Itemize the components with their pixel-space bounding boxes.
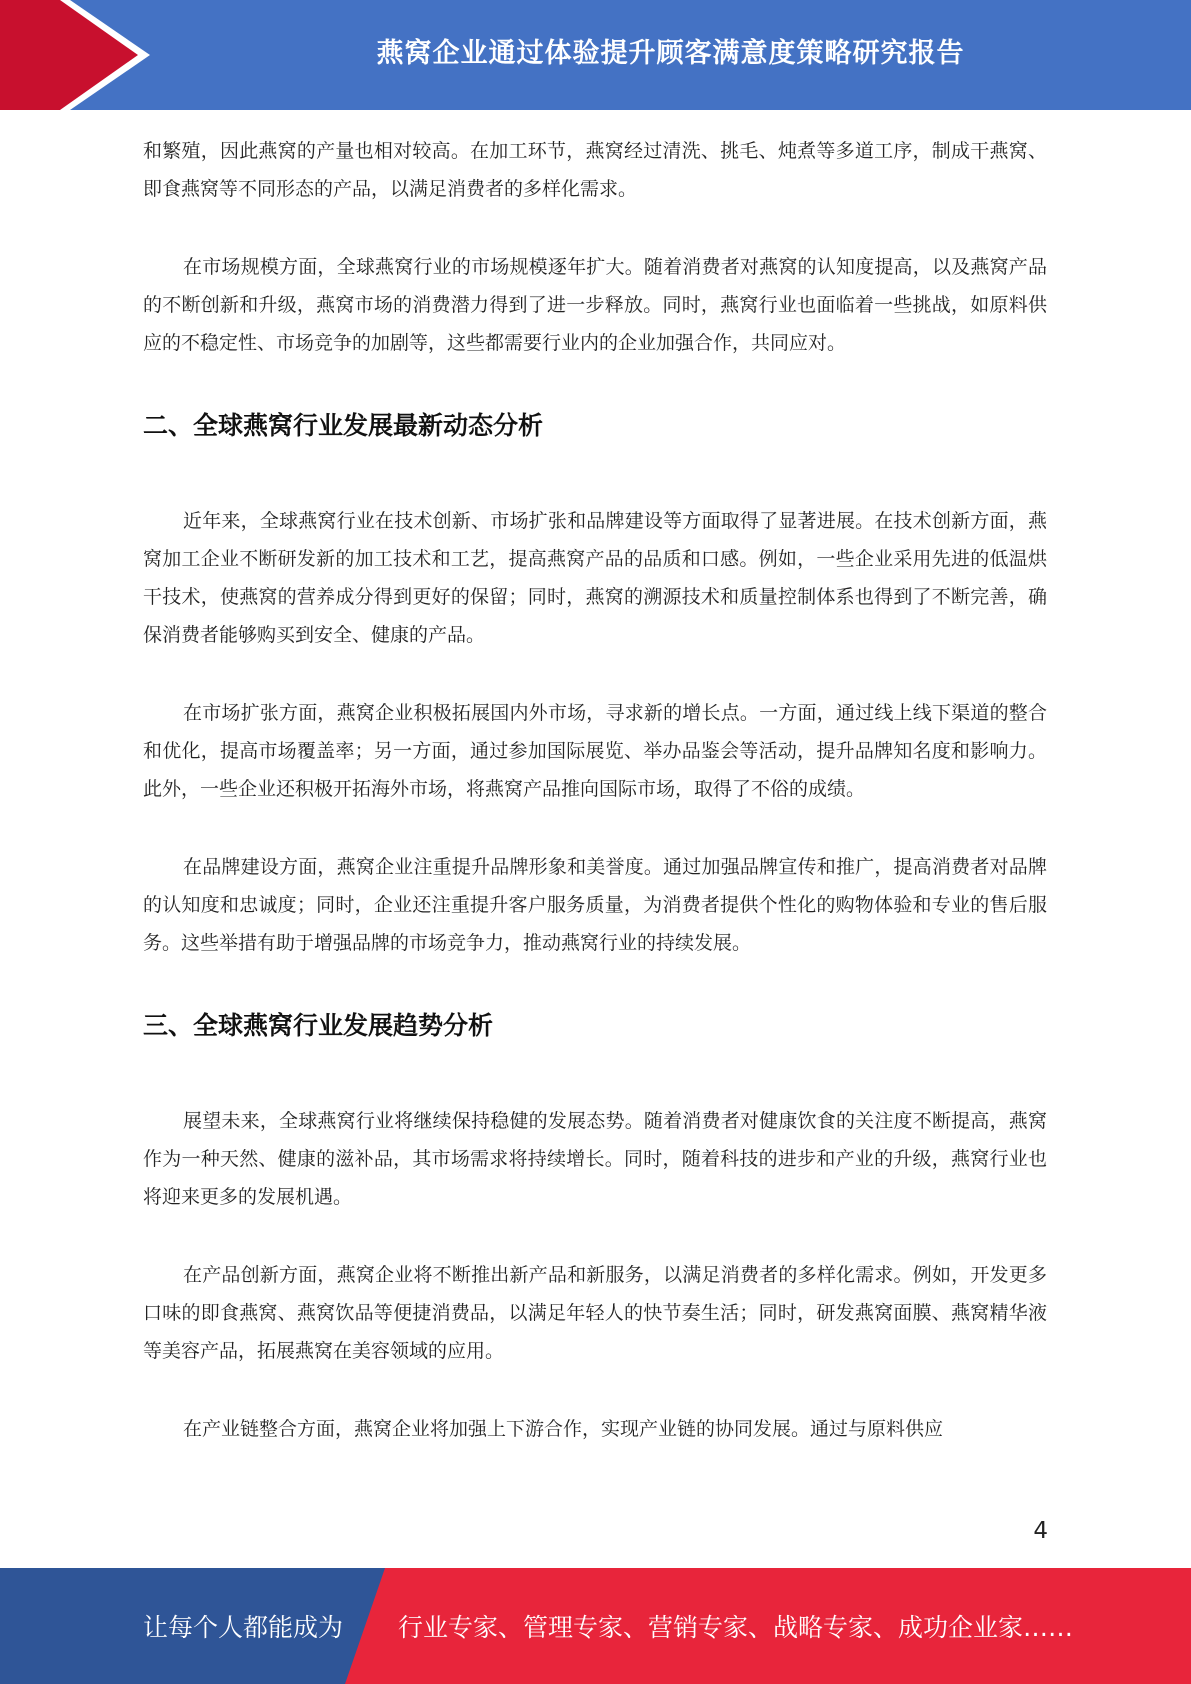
paragraph-4: 在市场扩张方面，燕窝企业积极拓展国内外市场，寻求新的增长点。一方面，通过线上线下渠道的整合和优化，提高市场覆盖率；另一方面，通过参加国际展览、举办品鉴会等活动，提升品牌知名度和影响力。此外，一些企业还积极开拓海外市场，将燕窝产品推向国际市场，取得了不俗的成绩。: [143, 702, 1047, 800]
paragraph-8: 在产业链整合方面，燕窝企业将加强上下游合作，实现产业链的协同发展。通过与原料供应: [183, 1418, 944, 1440]
paragraph-2: 在市场规模方面，全球燕窝行业的市场规模逐年扩大。随着消费者对燕窝的认知度提高，以及燕窝产品的不断创新和升级，燕窝市场的消费潜力得到了进一步释放。同时，燕窝行业也面临着一些挑战，如原料供应的不稳定性、市场竞争的加剧等，这些都需要行业内的企业加强合作，共同应对。: [143, 256, 1047, 354]
paragraph-5: 在品牌建设方面，燕窝企业注重提升品牌形象和美誉度。通过加强品牌宣传和推广，提高消费者对品牌的认知度和忠诚度；同时，企业还注重提升客户服务质量，为消费者提供个性化的购物体验和专业的售后服务。这些举措有助于增强品牌的市场竞争力，推动燕窝行业的持续发展。: [143, 856, 1047, 954]
header-arrow-decoration: [0, 0, 150, 110]
paragraph-6: 展望未来，全球燕窝行业将继续保持稳健的发展态势。随着消费者对健康饮食的关注度不断提高，燕窝作为一种天然、健康的滋补品，其市场需求将持续增长。同时，随着科技的进步和产业的升级，燕窝行业也将迎来更多的发展机遇。: [143, 1110, 1047, 1208]
section-heading-2: 二、全球燕窝行业发展最新动态分析: [143, 411, 544, 440]
document-body: [143, 132, 1047, 1448]
paragraph-1: 和繁殖，因此燕窝的产量也相对较高。在加工环节，燕窝经过清洗、挑毛、炖煮等多道工序，制成干燕窝、即食燕窝等不同形态的产品，以满足消费者的多样化需求。: [143, 140, 1047, 200]
page-footer: [0, 1568, 1191, 1684]
paragraph-3: 近年来，全球燕窝行业在技术创新、市场扩张和品牌建设等方面取得了显著进展。在技术创新方面，燕窝加工企业不断研发新的加工技术和工艺，提高燕窝产品的品质和口感。例如，一些企业采用先进的低温烘干技术，使燕窝的营养成分得到更好的保留；同时，燕窝的溯源技术和质量控制体系也得到了不断完善，确保消费者能够购买到安全、健康的产品。: [143, 510, 1047, 646]
paragraph-7: 在产品创新方面，燕窝企业将不断推出新产品和新服务，以满足消费者的多样化需求。例如，开发更多口味的即食燕窝、燕窝饮品等便捷消费品，以满足年轻人的快节奏生活；同时，研发燕窝面膜、燕窝精华液等美容产品，拓展燕窝在美容领域的应用。: [143, 1264, 1047, 1362]
footer-slogan-right: 行业专家、管理专家、营销专家、战略专家、成功企业家……: [398, 1613, 1074, 1642]
report-title: 燕窝企业通过体验提升顾客满意度策略研究报告: [376, 37, 965, 69]
page-header: [0, 0, 1191, 110]
page-number: 4: [1033, 1518, 1048, 1544]
section-heading-3: 三、全球燕窝行业发展趋势分析: [143, 1011, 494, 1040]
footer-slogan-left: 让每个人都能成为: [143, 1613, 344, 1642]
